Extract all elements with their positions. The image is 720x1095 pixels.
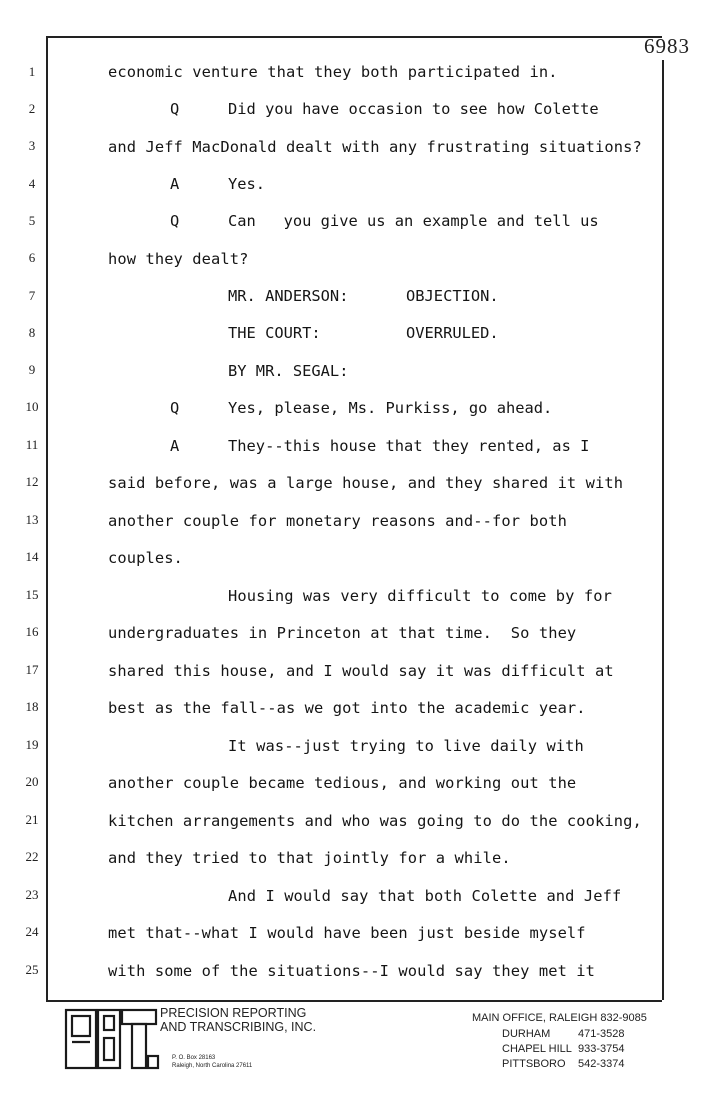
speaker-label: A bbox=[170, 175, 180, 193]
line-number: 13 bbox=[25, 512, 39, 527]
transcript-line: another couple became tedious, and working out the bbox=[108, 774, 577, 792]
line-number: 16 bbox=[25, 624, 39, 639]
line-number: 17 bbox=[25, 662, 39, 677]
speaker-label: A bbox=[170, 437, 180, 455]
line-number: 21 bbox=[25, 812, 39, 827]
line-number: 7 bbox=[28, 288, 36, 303]
transcript-line: OBJECTION. bbox=[406, 287, 499, 305]
line-number: 2 bbox=[28, 101, 36, 116]
line-number: 19 bbox=[25, 737, 39, 752]
office-phone: 542-3374 bbox=[578, 1058, 625, 1070]
transcript-line: Yes, please, Ms. Purkiss, go ahead. bbox=[228, 399, 553, 417]
firm-name bbox=[160, 1006, 316, 1034]
firm-city: Raleigh, North Carolina 27611 bbox=[172, 1063, 253, 1069]
transcript-line: OVERRULED. bbox=[406, 324, 499, 342]
transcript-line: undergraduates in Princeton at that time. So they bbox=[108, 624, 577, 642]
transcript-line: met that--what I would have been just beside myself bbox=[108, 924, 586, 942]
firm-address bbox=[172, 1054, 252, 1070]
page-number: 6983 bbox=[644, 34, 690, 58]
line-number: 18 bbox=[25, 699, 39, 714]
transcript-line: with some of the situations--I would say they met it bbox=[108, 962, 596, 980]
office-row bbox=[502, 1058, 625, 1070]
line-number: 22 bbox=[25, 849, 39, 864]
transcript-line: And I would say that both Colette and Jeff bbox=[228, 887, 622, 905]
speaker-name: THE COURT: bbox=[228, 324, 321, 342]
firm-logo bbox=[62, 1006, 160, 1072]
line-number: 1 bbox=[28, 64, 36, 79]
line-number: 25 bbox=[25, 962, 39, 977]
transcript-line: couples. bbox=[108, 549, 183, 567]
office-name: CHAPEL HILL bbox=[502, 1043, 572, 1055]
transcript-line: another couple for monetary reasons and--for both bbox=[108, 512, 567, 530]
transcript-line: It was--just trying to live daily with bbox=[228, 737, 584, 755]
firm-name-line2: AND TRANSCRIBING, INC. bbox=[160, 1020, 317, 1034]
transcript-line: Can you give us an example and tell us bbox=[228, 212, 599, 230]
line-number: 12 bbox=[25, 474, 39, 489]
transcript-line: shared this house, and I would say it was difficult at bbox=[108, 662, 614, 680]
transcript-line: best as the fall--as we got into the academic year. bbox=[108, 699, 586, 717]
main-office: MAIN OFFICE, RALEIGH 832-9085 bbox=[472, 1012, 647, 1024]
line-number: 8 bbox=[28, 325, 36, 340]
transcript-line: Housing was very difficult to come by for bbox=[228, 587, 613, 605]
po-box: P. O. Box 28163 bbox=[172, 1055, 216, 1061]
firm-name-line1: PRECISION REPORTING bbox=[160, 1006, 307, 1020]
speaker-label: Q bbox=[170, 399, 180, 417]
speaker-label: Q bbox=[170, 212, 180, 230]
line-number: 10 bbox=[25, 399, 39, 414]
transcript-line: and Jeff MacDonald dealt with any frustrating situations? bbox=[108, 138, 642, 156]
line-number: 20 bbox=[25, 774, 39, 789]
line-number: 6 bbox=[28, 250, 36, 265]
transcript-line: They--this house that they rented, as I bbox=[228, 437, 590, 455]
line-number: 9 bbox=[28, 362, 36, 377]
line-number: 15 bbox=[25, 587, 39, 602]
line-number: 11 bbox=[25, 437, 39, 452]
speaker-name: MR. ANDERSON: bbox=[228, 287, 349, 305]
transcript-line: economic venture that they both participated in. bbox=[108, 63, 558, 81]
office-phone: 933-3754 bbox=[578, 1043, 625, 1055]
transcript-line: Did you have occasion to see how Colette bbox=[228, 100, 599, 118]
office-name: PITTSBORO bbox=[502, 1058, 566, 1070]
line-number: 14 bbox=[25, 549, 39, 564]
speaker-label: Q bbox=[170, 100, 180, 118]
line-number: 4 bbox=[28, 176, 36, 191]
office-row bbox=[502, 1043, 625, 1055]
transcript-line: Yes. bbox=[228, 175, 266, 193]
line-number: 3 bbox=[28, 138, 36, 153]
examiner-heading: BY MR. SEGAL: bbox=[228, 362, 349, 380]
transcript-line: kitchen arrangements and who was going to do the cooking, bbox=[108, 812, 642, 830]
line-number: 5 bbox=[28, 213, 36, 228]
transcript-line: said before, was a large house, and they shared it with bbox=[108, 474, 624, 492]
transcript-line: how they dealt? bbox=[108, 250, 249, 268]
page-border-right bbox=[662, 60, 664, 1000]
line-number: 23 bbox=[25, 887, 39, 902]
office-name: DURHAM bbox=[502, 1028, 551, 1040]
pt-logo-icon bbox=[62, 1006, 160, 1072]
line-number: 24 bbox=[25, 924, 39, 939]
transcript-line: and they tried to that jointly for a while. bbox=[108, 849, 511, 867]
office-phone: 471-3528 bbox=[578, 1028, 625, 1040]
office-row bbox=[502, 1028, 625, 1040]
